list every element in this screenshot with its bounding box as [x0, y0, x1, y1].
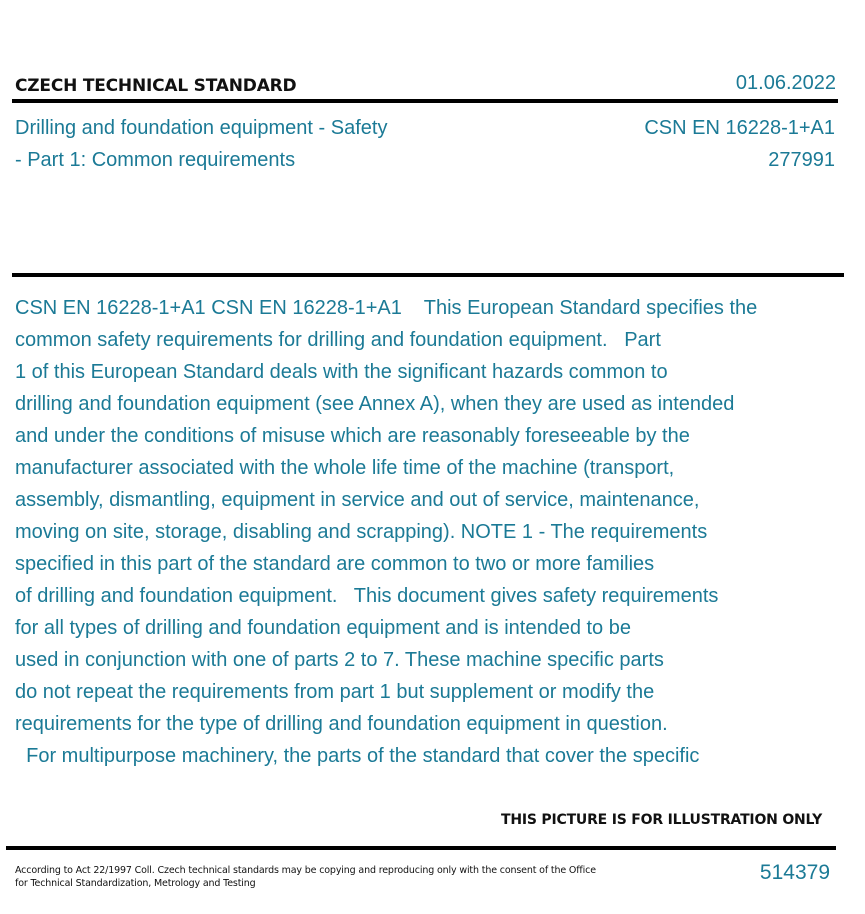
abstract-line: moving on site, storage, disabling and scrapping). NOTE 1 - The requirements [15, 521, 708, 543]
footer-code: 514379 [759, 861, 830, 884]
abstract-line: common safety requirements for drilling and foundation equipment. Part [15, 329, 661, 351]
abstract-line: 1 of this European Standard deals with the significant hazards common to [15, 361, 668, 383]
abstract-line: used in conjunction with one of parts 2 to 7. These machine specific parts [15, 649, 664, 671]
footer-divider [6, 846, 836, 850]
standard-abstract [15, 292, 845, 772]
standard-catalog-number: 277991 [768, 149, 835, 171]
illustration-disclaimer: THIS PICTURE IS FOR ILLUSTRATION ONLY [501, 812, 823, 828]
abstract-line: For multipurpose machinery, the parts of the standard that cover the specific [15, 745, 700, 767]
document-header-title: CZECH TECHNICAL STANDARD [15, 76, 297, 96]
abstract-line: for all types of drilling and foundation equipment and is intended to be [15, 617, 631, 639]
abstract-line: drilling and foundation equipment (see Annex A), when they are used as intended [15, 393, 735, 415]
abstract-line: and under the conditions of misuse which are reasonably foreseeable by the [15, 425, 690, 447]
abstract-line: manufacturer associated with the whole life time of the machine (transport, [15, 457, 675, 479]
copyright-line: According to Act 22/1997 Coll. Czech technical standards may be copying and reproducing only with the consent of the Office [15, 865, 596, 876]
abstract-line: do not repeat the requirements from part 1 but supplement or modify the [15, 681, 655, 703]
standard-title-line: - Part 1: Common requirements [15, 149, 296, 171]
abstract-line: assembly, dismantling, equipment in service and out of service, maintenance, [15, 489, 700, 511]
abstract-line: of drilling and foundation equipment. This document gives safety requirements [15, 585, 719, 607]
standard-code: CSN EN 16228-1+A1 [644, 117, 835, 139]
abstract-line: CSN EN 16228-1+A1 CSN EN 16228-1+A1 This European Standard specifies the [15, 297, 758, 319]
standard-title-line: Drilling and foundation equipment - Safety [15, 117, 388, 139]
title-divider [12, 273, 844, 277]
publication-date: 01.06.2022 [735, 72, 836, 94]
abstract-line: specified in this part of the standard are common to two or more families [15, 553, 655, 575]
copyright-notice [15, 864, 596, 890]
header-divider [12, 99, 838, 103]
copyright-line: for Technical Standardization, Metrology and Testing [15, 878, 256, 889]
abstract-line: requirements for the type of drilling and foundation equipment in question. [15, 713, 668, 735]
